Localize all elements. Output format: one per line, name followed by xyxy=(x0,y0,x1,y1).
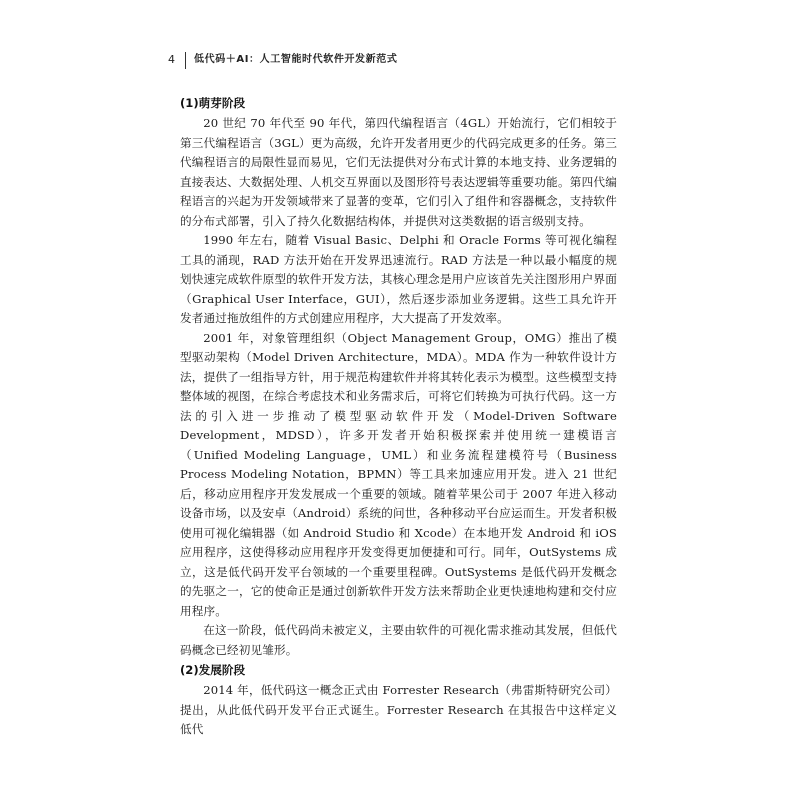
page-number: 4 xyxy=(168,53,175,66)
section-heading-embryonic: (1)萌芽阶段 xyxy=(180,96,246,110)
paragraph: 在这一阶段，低代码尚未被定义，主要由软件的可视化需求推动其发展，但低代码概念已经初见雏形。 xyxy=(180,623,617,657)
running-title: 低代码＋AI：人工智能时代软件开发新范式 xyxy=(194,54,398,65)
body-text xyxy=(180,93,617,740)
header-divider xyxy=(185,52,186,69)
paragraph: 1990 年左右，随着 Visual Basic、Delphi 和 Oracle Forms 等可视化编程工具的涌现，RAD 方法开始在开发界迅速流行。RAD 方法是一种以最小幅度的规划快速完成软件原型的软件开发方法，其核心理念是用户应该首先关注图形用户界面（Graphical User Interface，GUI），然后逐步添加业务逻辑。这些工具允许开发者通过拖放组件的方式创建应用程序，大大提高了开发效率。 xyxy=(180,233,617,325)
section-heading-development: (2)发展阶段 xyxy=(180,663,246,677)
paragraph: 20 世纪 70 年代至 90 年代，第四代编程语言（4GL）开始流行，它们相较于第三代编程语言（3GL）更为高级，允许开发者用更少的代码完成更多的任务。第三代编程语言的局限性显而易见，它们无法提供对分布式计算的本地支持、业务逻辑的直接表达、大数据处理、人机交互界面以及图形符号表达逻辑等重要功能。第四代编程语言的兴起为开发领域带来了显著的变革，它们引入了组件和容器概念，支持软件的分布式部署，引入了持久化数据结构体，并提供对这类数据的语言级别支持。 xyxy=(180,116,617,228)
paragraph: 2014 年，低代码这一概念正式由 Forrester Research（弗雷斯特研究公司）提出，从此低代码开发平台正式诞生。Forrester Research 在其报告中这样定义低代 xyxy=(180,683,617,736)
paragraph: 2001 年，对象管理组织（Object Management Group，OMG）推出了模型驱动架构（Model Driven Architecture，MDA）。MDA 作为一种软件设计方法，提供了一组指导方针，用于规范构建软件并将其转化表示为模型。这些模型支持整体域的视图，在综合考虑技术和业务需求后，可将它们转换为可执行代码。这一方法的引入进一步推动了模型驱动软件开发（Model-Driven Software Development，MDSD），许多开发者开始积极探索并使用统一建模语言（Unified Modeling Language，UML）和业务流程建模符号（Business Process Modeling Notation，BPMN）等工具来加速应用开发。进入 21 世纪后，移动应用程序开发发展成一个重要的领域。随着苹果公司于 2007 年进入移动设备市场，以及安卓（Android）系统的问世，各种移动平台应运而生。开发者积极使用可视化编辑器（如 Android Studio 和 Xcode）在本地开发 Android 和 iOS 应用程序，这使得移动应用程序开发变得更加便捷和可行。同年，OutSystems 成立，这是低代码开发平台领域的一个重要里程碑。OutSystems 是低代码开发概念的先驱之一，它的使命正是通过创新软件开发方法来帮助企业更快速地构建和交付应用程序。 xyxy=(180,330,617,618)
running-head xyxy=(168,51,397,69)
